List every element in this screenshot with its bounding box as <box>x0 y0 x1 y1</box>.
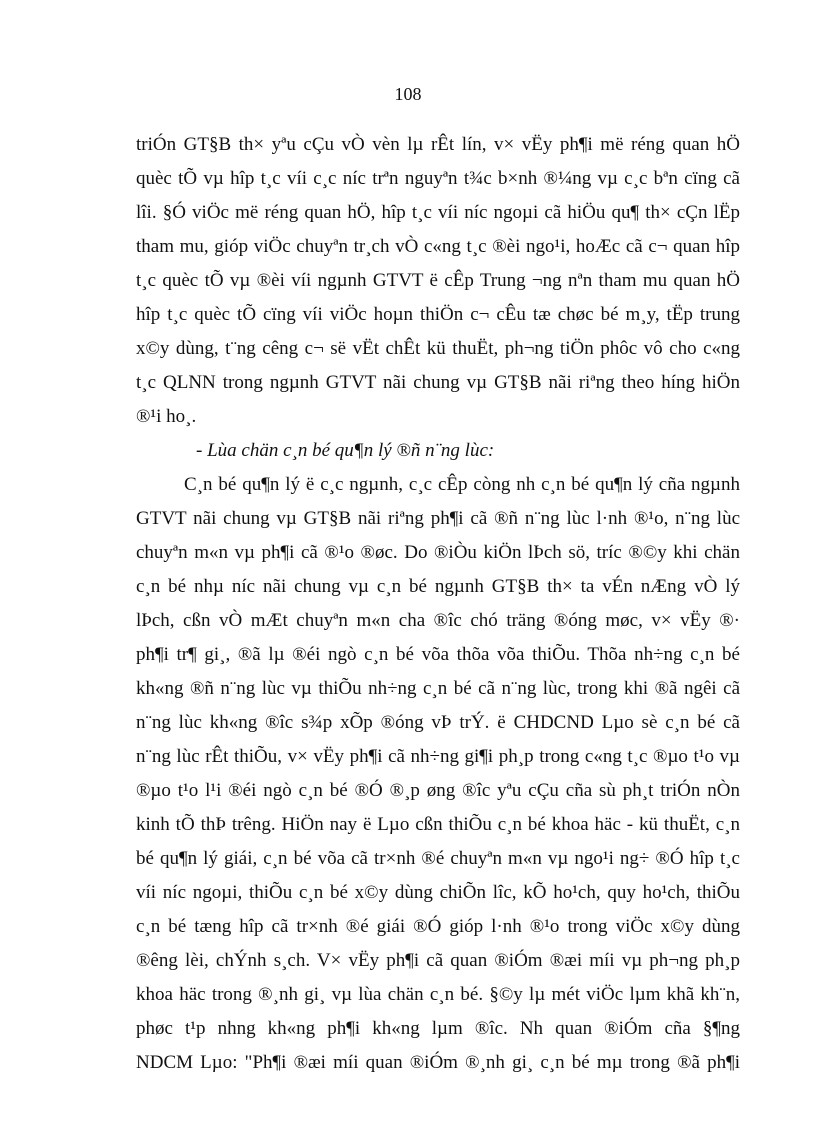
text-line: c¸n bé tæng hîp cã tr×nh ®é giái ®Ó gióp l·nh ®¹o trong viÖc x©y dùng <box>136 916 740 937</box>
text-line: t¸c QLNN trong ngµnh GTVT nãi chung vµ GT§B nãi riªng theo híng hiÖn <box>136 372 740 393</box>
text-line: kinh tÕ thÞ trêng. HiÖn nay ë Lµo cßn thiÕu c¸n bé khoa häc - kü thuËt, c¸n <box>136 814 740 835</box>
text-line: C¸n bé qu¶n lý ë c¸c ngµnh, c¸c cÊp còng nh c¸n bé qu¶n lý cña ngµnh <box>184 474 740 495</box>
text-line: lÞch, cßn vÒ mÆt chuyªn m«n cha ®îc chó träng ®óng møc, v× vËy ®· <box>136 610 740 631</box>
text-line: quèc tÕ vµ hîp t¸c víi c¸c níc trªn nguyªn t¾c b×nh ®¼ng vµ c¸c bªn cïng cã <box>136 168 740 189</box>
text-line: c¸n bé nhµ níc nãi chung vµ c¸n bé ngµnh GT§B th× ta vÉn nÆng vÒ lý <box>136 576 740 597</box>
text-line: triÓn GT§B th× yªu cÇu vÒ vèn lµ rÊt lín, v× vËy ph¶i më réng quan hÖ <box>136 134 740 155</box>
text-line: bé qu¶n lý giái, c¸n bé võa cã tr×nh ®é chuyªn m«n vµ ngo¹i ng÷ ®Ó hîp t¸c <box>136 848 740 869</box>
text-line: GTVT nãi chung vµ GT§B nãi riªng ph¶i cã ®ñ n¨ng lùc l·nh ®¹o, n¨ng lùc <box>136 508 740 529</box>
text-line: ®µo t¹o l¹i ®éi ngò c¸n bé ®Ó ®¸p øng ®îc yªu cÇu cña sù ph¸t triÓn nÒn <box>136 780 740 801</box>
text-line: ®êng lèi, chÝnh s¸ch. V× vËy ph¶i cã quan ®iÓm ®æi míi vµ ph¬ng ph¸p <box>136 950 740 971</box>
body-text <box>136 128 740 1080</box>
text-line: hîp t¸c quèc tÕ cïng víi viÖc hoµn thiÖn c¬ cÊu tæ chøc bé m¸y, tËp trung <box>136 304 740 325</box>
text-line: khoa häc trong ®¸nh gi¸ vµ lùa chän c¸n bé. §©y lµ mét viÖc lµm khã kh¨n, <box>136 984 740 1005</box>
text-line: phøc t¹p nhng kh«ng ph¶i kh«ng lµm ®îc. Nh quan ®iÓm cña §¶ng <box>136 1018 740 1039</box>
text-line: NDCM Lµo: "Ph¶i ®æi míi quan ®iÓm ®¸nh gi¸ c¸n bé mµ trong ®ã ph¶i <box>136 1052 740 1073</box>
text-line: chuyªn m«n vµ ph¶i cã ®¹o ®øc. Do ®iÒu kiÖn lÞch sö, tríc ®©y khi chän <box>136 542 740 563</box>
text-line: tham mu, gióp viÖc chuyªn tr¸ch vÒ c«ng t¸c ®èi ngo¹i, hoÆc cã c¬ quan hîp <box>136 236 740 257</box>
section-heading: - Lùa chän c¸n bé qu¶n lý ®ñ n¨ng lùc: <box>196 440 495 461</box>
text-line: t¸c quèc tÕ vµ ®èi víi ngµnh GTVT ë cÊp Trung ¬ng nªn tham mu quan hÖ <box>136 270 740 291</box>
text-line: n¨ng lùc kh«ng ®îc s¾p xÕp ®óng vÞ trÝ. ë CHDCND Lµo sè c¸n bé cã <box>136 712 740 733</box>
text-line: x©y dùng, t¨ng cêng c¬ së vËt chÊt kü thuËt, ph¬ng tiÖn phôc vô cho c«ng <box>136 338 740 359</box>
text-line: lîi. §Ó viÖc më réng quan hÖ, hîp t¸c víi níc ngoµi cã hiÖu qu¶ th× cÇn lËp <box>136 202 740 223</box>
text-line: n¨ng lùc rÊt thiÕu, v× vËy ph¶i cã nh÷ng gi¶i ph¸p trong c«ng t¸c ®µo t¹o vµ <box>136 746 740 767</box>
text-line: ®¹i ho¸. <box>136 406 197 427</box>
page-number: 108 <box>394 84 422 104</box>
text-line: víi níc ngoµi, thiÕu c¸n bé x©y dùng chiÕn lîc, kÕ ho¹ch, quy ho¹ch, thiÕu <box>136 882 740 903</box>
text-line: kh«ng ®ñ n¨ng lùc vµ thiÕu nh÷ng c¸n bé cã n¨ng lùc, trong khi ®ã ngêi cã <box>136 678 740 699</box>
text-line: ph¶i tr¶ gi¸, ®ã lµ ®éi ngò c¸n bé võa thõa võa thiÕu. Thõa nh÷ng c¸n bé <box>136 644 740 665</box>
